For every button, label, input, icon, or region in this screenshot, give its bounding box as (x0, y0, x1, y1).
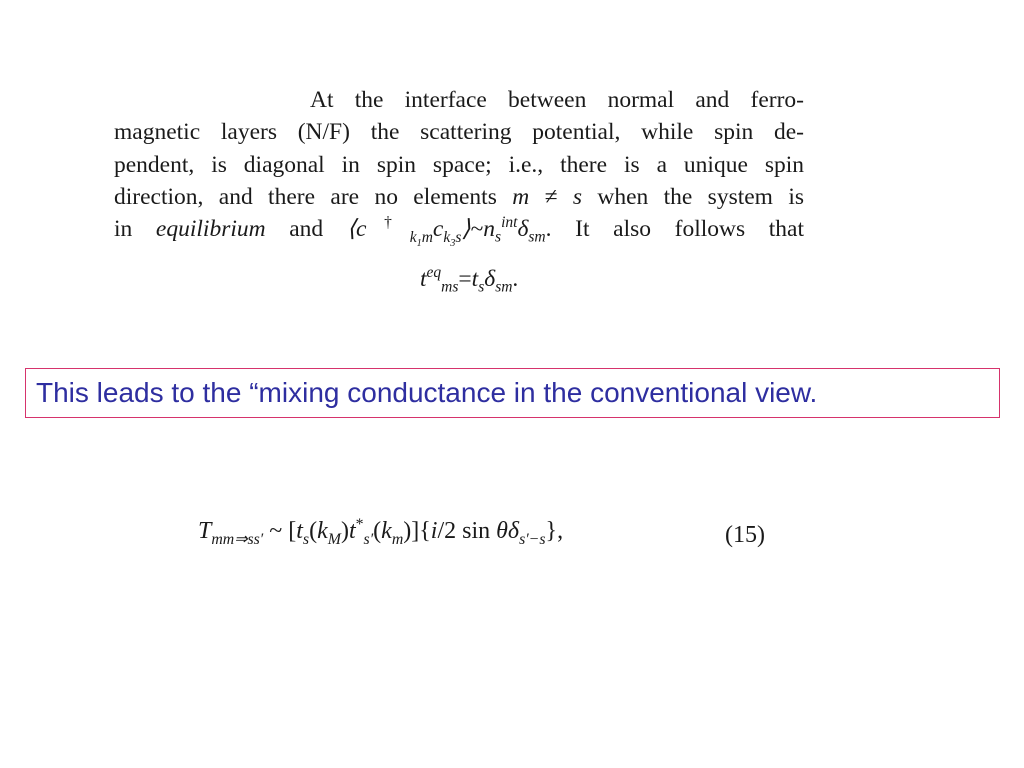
line5-in: in (114, 216, 133, 243)
line4-text-b: when the system is (597, 183, 805, 210)
line5-equilibrium: equilibrium (155, 216, 266, 243)
paragraph-line-1: At the interface between normal and ferro- (310, 87, 804, 113)
paragraph-line-2: magnetic layers (N/F) the scattering potential, while spin de- (114, 119, 804, 146)
equation-15: $T_{mm\Rightarrow ss'}$ ~ $[t_s(k_M)t^*_{s'}(k_m)]\{i/2$ $\sin \theta\delta_{s'-s}$}, (198, 516, 564, 548)
equation-number: (15) (725, 522, 765, 548)
paragraph-line-4 (114, 181, 804, 213)
inline-math-expectation: $⟨c^\dagger_{k_1m}c_{k_3s}⟩\sim n_s^{int}\delta_{sm}$ (346, 214, 546, 249)
line5-and: and (289, 216, 324, 243)
paragraph-line-5 (114, 213, 805, 249)
mixing-conductance-callout: This leads to the “mixing conductance in the conventional view. (25, 368, 1000, 418)
display-equation-t-eq: $t^{eq}_{ms}=t_s\delta_{sm}$. (420, 264, 519, 296)
line5-tail: . It also follows that (545, 216, 805, 243)
inline-math-m-neq-s: m ≠ s (512, 183, 582, 210)
paper-paragraph (114, 84, 805, 249)
line4-text-a: direction, and there are no elements (114, 183, 497, 210)
paragraph-line-3: pendent, is diagonal in spin space; i.e., there is a unique spin (114, 151, 804, 178)
